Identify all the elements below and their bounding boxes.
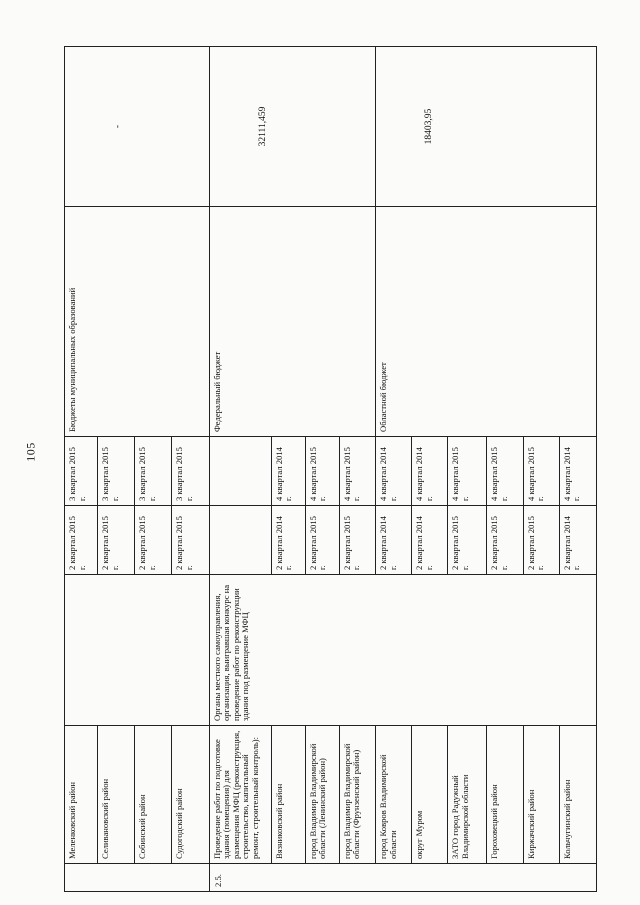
page-number: 105 bbox=[23, 442, 38, 462]
row-name: Собинский район bbox=[135, 726, 172, 864]
amount-federal: 32111,459 bbox=[209, 47, 375, 207]
start-period: 2 квартал 2015 г. bbox=[65, 506, 98, 575]
table-row bbox=[209, 47, 271, 892]
row-name: Селивановский район bbox=[98, 726, 135, 864]
item-number: 2.5. bbox=[209, 864, 596, 892]
start-period: 2 квартал 2015 г. bbox=[172, 506, 209, 575]
start-period bbox=[209, 506, 271, 575]
row-name: Судогодский район bbox=[172, 726, 209, 864]
row-name: город Владимир Владимирской области (Фрунзенский район) bbox=[339, 726, 375, 864]
row-name: Киржачский район bbox=[523, 726, 559, 864]
end-period: 4 квартал 2015 г. bbox=[339, 437, 375, 506]
item-number-cell-empty bbox=[65, 864, 210, 892]
row-name: округ Муром bbox=[412, 726, 448, 864]
source-regional: Областной бюджет bbox=[375, 207, 596, 437]
start-period: 2 квартал 2015 г. bbox=[305, 506, 339, 575]
executor-text: Органы местного самоуправления, организация, выигравшая конкурс на проведение работ по реконструкции здания под размещение МФЦ bbox=[209, 575, 596, 726]
executor-cell-empty bbox=[65, 575, 210, 726]
amount-regional: 18403,95 bbox=[375, 47, 596, 207]
start-period: 2 квартал 2015 г. bbox=[523, 506, 559, 575]
budget-table-rotated bbox=[64, 47, 597, 892]
row-name: Кольчугинский район bbox=[559, 726, 596, 864]
start-period: 2 квартал 2014 г. bbox=[271, 506, 305, 575]
end-period: 4 квартал 2014 г. bbox=[271, 437, 305, 506]
start-period: 2 квартал 2014 г. bbox=[559, 506, 596, 575]
end-period: 3 квартал 2015 г. bbox=[135, 437, 172, 506]
row-name: Меленковский район bbox=[65, 726, 98, 864]
source-municipal: Бюджеты муниципальных образований bbox=[65, 207, 210, 437]
end-period bbox=[209, 437, 271, 506]
end-period: 4 квартал 2015 г. bbox=[523, 437, 559, 506]
row-name: Проведение работ по подготовке здания (помещения) для размещения МФЦ (реконструкция, строительство, капитальный ремонт, строительный контроль): bbox=[209, 726, 271, 864]
start-period: 2 квартал 2014 г. bbox=[412, 506, 448, 575]
row-name: город Владимир Владимирской области (Ленинский район) bbox=[305, 726, 339, 864]
end-period: 4 квартал 2014 г. bbox=[559, 437, 596, 506]
start-period: 2 квартал 2015 г. bbox=[448, 506, 487, 575]
table-row bbox=[65, 47, 98, 892]
end-period: 3 квартал 2015 г. bbox=[65, 437, 98, 506]
row-name: ЗАТО город Радужный Владимирской области bbox=[448, 726, 487, 864]
end-period: 4 квартал 2015 г. bbox=[448, 437, 487, 506]
end-period: 4 квартал 2015 г. bbox=[305, 437, 339, 506]
start-period: 2 квартал 2015 г. bbox=[98, 506, 135, 575]
source-federal: Федеральный бюджет bbox=[209, 207, 375, 437]
start-period: 2 квартал 2015 г. bbox=[135, 506, 172, 575]
table-row bbox=[375, 47, 411, 892]
end-period: 3 квартал 2015 г. bbox=[98, 437, 135, 506]
end-period: 4 квартал 2014 г. bbox=[375, 437, 411, 506]
end-period: 4 квартал 2014 г. bbox=[412, 437, 448, 506]
budget-table bbox=[64, 46, 597, 892]
end-period: 3 квартал 2015 г. bbox=[172, 437, 209, 506]
end-period: 4 квартал 2015 г. bbox=[487, 437, 523, 506]
start-period: 2 квартал 2014 г. bbox=[375, 506, 411, 575]
row-name: Гороховецкий район bbox=[487, 726, 523, 864]
start-period: 2 квартал 2015 г. bbox=[339, 506, 375, 575]
row-name: город Ковров Владимирской области bbox=[375, 726, 411, 864]
start-period: 2 квартал 2015 г. bbox=[487, 506, 523, 575]
row-name: Вязниковский район bbox=[271, 726, 305, 864]
amount-municipal: - bbox=[65, 47, 210, 207]
